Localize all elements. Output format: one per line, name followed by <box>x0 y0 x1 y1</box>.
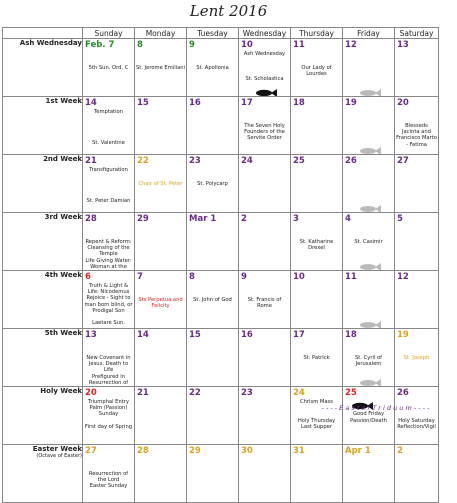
day-cell <box>239 39 291 97</box>
day-note: Chrism Mass Holy Thursday Last Supper <box>297 399 336 430</box>
day-cell <box>239 213 291 271</box>
day-number: 10 <box>293 272 305 282</box>
day-cell <box>343 155 395 213</box>
day-note: St. Francis of Rome <box>247 297 282 310</box>
day-number: 21 <box>137 388 149 398</box>
day-number: 15 <box>189 330 201 340</box>
weekday-header: Tuesday <box>187 28 239 39</box>
day-number: 13 <box>85 330 97 340</box>
day-cell <box>83 97 135 155</box>
week-label-text: Easter Week <box>32 445 82 453</box>
day-cell <box>83 213 135 271</box>
day-number: 17 <box>241 98 253 108</box>
week-label <box>3 97 83 155</box>
fish-icon <box>359 140 381 148</box>
day-cell <box>187 39 239 97</box>
day-number: 18 <box>345 330 357 340</box>
day-note: St. Katharine Drexel <box>299 239 334 252</box>
day-note: New Covenant in Jesus, Death to Life Prefigured in Resurrection of <box>86 355 131 386</box>
day-number: 22 <box>137 156 149 166</box>
fish-icon <box>359 372 381 380</box>
day-cell <box>395 387 439 445</box>
day-number: 4 <box>345 214 351 224</box>
day-cell <box>187 155 239 213</box>
day-note: Our Lady of Lourdes <box>301 65 332 78</box>
day-number: Apr 1 <box>345 446 371 456</box>
day-cell <box>83 329 135 387</box>
week-row <box>3 271 439 329</box>
day-cell <box>395 39 439 97</box>
day-note: Transfiguration St. Peter Damian <box>86 167 131 205</box>
day-number: 27 <box>85 446 97 456</box>
day-number: 26 <box>397 388 409 398</box>
day-cell <box>395 155 439 213</box>
day-cell <box>135 271 187 329</box>
day-note: Temptation St. Valentine <box>92 109 125 147</box>
week-label <box>3 445 83 503</box>
day-number: 15 <box>137 98 149 108</box>
day-number: 25 <box>345 388 357 398</box>
week-label <box>3 387 83 445</box>
day-cell <box>395 329 439 387</box>
week-label <box>3 39 83 97</box>
calendar-title: Lent 2016 <box>189 2 268 20</box>
day-note: Chair of St. Peter <box>138 181 183 187</box>
day-number: 27 <box>397 156 409 166</box>
week-label-text: 2nd Week <box>43 155 82 163</box>
day-number: 19 <box>345 98 357 108</box>
day-cell <box>239 97 291 155</box>
day-note: St. Apollonia <box>196 65 229 71</box>
week-label <box>3 271 83 329</box>
day-cell <box>83 387 135 445</box>
day-number: 21 <box>85 156 97 166</box>
day-cell <box>239 271 291 329</box>
day-number: 23 <box>241 388 253 398</box>
week-row <box>3 155 439 213</box>
day-note: Triumphal Entry Palm (Passion) Sunday First day of Spring <box>84 399 133 430</box>
day-cell <box>343 445 395 503</box>
day-cell <box>187 387 239 445</box>
day-number: 16 <box>241 330 253 340</box>
day-cell <box>83 39 135 97</box>
day-cell <box>291 329 343 387</box>
fish-icon <box>255 82 277 90</box>
weekday-header: Saturday <box>395 28 439 39</box>
day-number: 19 <box>397 330 409 340</box>
week-row <box>3 97 439 155</box>
day-number: 6 <box>85 272 91 282</box>
day-number: 24 <box>241 156 253 166</box>
day-cell <box>135 445 187 503</box>
week-label-text: Ash Wednesday <box>19 39 82 47</box>
day-cell <box>135 97 187 155</box>
fish-icon <box>351 395 373 403</box>
day-note: St. Cyril of Jerusalem <box>355 355 382 368</box>
weekday-header: Thursday <box>291 28 343 39</box>
corner-cell <box>3 28 83 39</box>
day-note: St. Jerome Emiliani <box>136 65 185 71</box>
day-note: 5th Sun. Ord. C <box>88 65 129 71</box>
fish-icon <box>359 82 381 90</box>
week-label <box>3 213 83 271</box>
day-number: 31 <box>293 446 305 456</box>
day-number: 28 <box>137 446 149 456</box>
day-number: 29 <box>137 214 149 224</box>
day-cell <box>343 39 395 97</box>
day-number: 9 <box>241 272 247 282</box>
day-note: Holy Saturday Reflection/Vigil <box>397 417 436 430</box>
day-number: 14 <box>137 330 149 340</box>
day-number: 10 <box>241 40 253 50</box>
day-cell <box>239 155 291 213</box>
day-cell <box>291 97 343 155</box>
week-label-text: 5th Week <box>44 329 82 337</box>
day-number: 11 <box>293 40 305 50</box>
day-number: 11 <box>345 272 357 282</box>
day-number: 3 <box>293 214 299 224</box>
day-cell <box>187 329 239 387</box>
week-row <box>3 445 439 503</box>
day-cell <box>343 329 395 387</box>
day-number: 20 <box>397 98 409 108</box>
day-note: Resurrection of the Lord Easter Sunday <box>88 471 129 490</box>
day-number: 23 <box>189 156 201 166</box>
day-note: Repent & Reform: Cleansing of the Temple Life Giving Water: Woman at the <box>85 239 132 270</box>
day-cell <box>135 329 187 387</box>
lent-calendar <box>2 27 439 503</box>
week-row <box>3 213 439 271</box>
day-number: 2 <box>397 446 403 456</box>
day-cell <box>395 213 439 271</box>
day-cell <box>343 387 395 445</box>
day-number: 22 <box>189 388 201 398</box>
day-number: 8 <box>189 272 195 282</box>
easter-triduum-label: - - - - E a s t e r T r i d u u m - - - - <box>321 404 430 412</box>
day-number: 20 <box>85 388 97 398</box>
day-number: 30 <box>241 446 253 456</box>
week-row <box>3 39 439 97</box>
day-cell <box>343 213 395 271</box>
day-cell <box>83 271 135 329</box>
day-cell <box>83 155 135 213</box>
day-number: 9 <box>189 40 195 50</box>
fish-icon <box>359 256 381 264</box>
day-number: 17 <box>293 330 305 340</box>
day-cell <box>395 271 439 329</box>
week-label-text: 3rd Week <box>44 213 82 221</box>
weekday-header-row <box>3 28 439 39</box>
day-note: Good Friday Passion/Death <box>350 411 387 424</box>
day-note: The Seven Holy Founders of the Servite Order <box>244 123 285 142</box>
day-cell <box>291 213 343 271</box>
day-cell <box>187 213 239 271</box>
day-cell <box>135 213 187 271</box>
day-cell <box>239 387 291 445</box>
day-note: St. Patrick <box>303 355 330 361</box>
day-note: St. Polycarp <box>197 181 228 187</box>
week-label <box>3 155 83 213</box>
week-label <box>3 329 83 387</box>
day-number: 5 <box>397 214 403 224</box>
day-cell <box>83 445 135 503</box>
day-cell <box>395 97 439 155</box>
day-number: 13 <box>397 40 409 50</box>
day-note: St. John of God <box>193 297 232 303</box>
day-cell <box>291 39 343 97</box>
day-cell <box>291 387 343 445</box>
fish-icon <box>359 314 381 322</box>
day-cell <box>135 39 187 97</box>
week-label-text: 4th Week <box>44 271 82 279</box>
week-sublabel: (Octave of Easter) <box>36 453 82 459</box>
day-number: 26 <box>345 156 357 166</box>
day-cell <box>239 329 291 387</box>
day-number: 29 <box>189 446 201 456</box>
day-cell <box>239 445 291 503</box>
day-cell <box>187 271 239 329</box>
day-number: 8 <box>137 40 143 50</box>
day-number: Feb. 7 <box>85 40 115 50</box>
day-number: 14 <box>85 98 97 108</box>
day-cell <box>135 155 187 213</box>
day-number: 25 <box>293 156 305 166</box>
fish-icon <box>359 198 381 206</box>
day-number: 7 <box>137 272 143 282</box>
day-note: St. Joseph <box>403 355 430 361</box>
day-note: St. Casimir <box>354 239 383 245</box>
weekday-header: Wednesday <box>239 28 291 39</box>
day-note: Ash Wednesday St. Scholastica <box>243 51 286 82</box>
day-number: 16 <box>189 98 201 108</box>
day-cell <box>187 97 239 155</box>
day-note: Sts Perpetua and Felicity <box>138 297 183 310</box>
day-cell <box>291 271 343 329</box>
day-note: Truth & Light & Life: Nicodemus Rejoice - Sight to man born blind, or Prodigal Son Laetare Sun. <box>84 283 133 327</box>
week-row <box>3 387 439 445</box>
week-row <box>3 329 439 387</box>
day-cell <box>291 155 343 213</box>
week-label-text: Holy Week <box>40 387 82 395</box>
week-label-text: 1st Week <box>45 97 82 105</box>
day-number: 2 <box>241 214 247 224</box>
day-number: 24 <box>293 388 305 398</box>
day-number: 12 <box>345 40 357 50</box>
day-cell <box>291 445 343 503</box>
weekday-header: Monday <box>135 28 187 39</box>
weekday-header: Friday <box>343 28 395 39</box>
day-cell <box>395 445 439 503</box>
day-number: Mar 1 <box>189 214 217 224</box>
day-number: 28 <box>85 214 97 224</box>
day-cell <box>187 445 239 503</box>
day-note: Blesseds Jacinta and Francisco Marto - Fatima <box>396 123 437 148</box>
day-number: 18 <box>293 98 305 108</box>
weekday-header: Sunday <box>83 28 135 39</box>
day-cell <box>343 97 395 155</box>
day-cell <box>135 387 187 445</box>
day-cell <box>343 271 395 329</box>
day-number: 12 <box>397 272 409 282</box>
